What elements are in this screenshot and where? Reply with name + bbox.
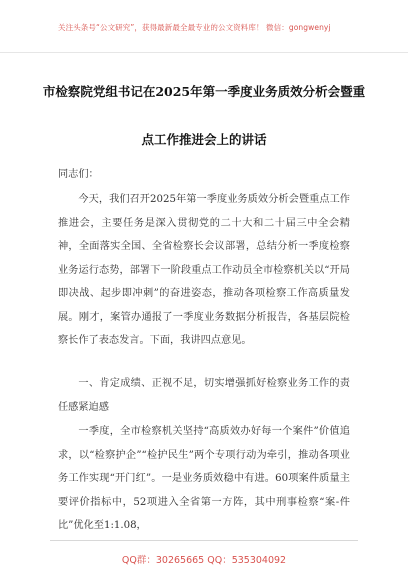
greeting: 同志们： bbox=[58, 169, 99, 180]
footer bbox=[0, 540, 408, 580]
footer-divider bbox=[50, 540, 358, 541]
document-title-line1: 市检察院党组书记在2025年第一季度业务质效分析会暨重 bbox=[42, 84, 366, 99]
section-heading-1: 一、肯定成绩、正视不足，切实增强抓好检察业务工作的责任感紧迫感 bbox=[58, 378, 350, 413]
banner-text: 关注头条号“公文研究”，获得最新最全最专业的公文资料库！ 微信：gongwenyj bbox=[58, 23, 331, 32]
footer-contact: QQ群：30265665 QQ：535304092 bbox=[121, 555, 287, 566]
document-title-line2: 点工作推进会上的讲话 bbox=[141, 132, 267, 147]
header-banner bbox=[0, 0, 408, 53]
body-paragraph-intro: 今天，我们召开2025年第一季度业务质效分析会暨重点工作推进会，主要任务是深入贯彻党的二十大和二十届三中全会精神，全面落实全国、全省检察长会议部署，总结分析一季度检察业务运行态势，部署下一阶段重点工作动员全市检察机关以“开局即决战、起步即冲刺”的奋进姿态，推动各项检察工作高质量发展。刚才，案管办通报了一季度业务数据分析报告，各基层院检察长作了表态发言。下面，我讲四点意见。 bbox=[58, 194, 350, 346]
body-paragraph-achievements: 一季度，全市检察机关坚持“高质效办好每一个案件”价值追求，以“检察护企”“检护民生”两个专项行动为牵引，推动各项业务工作实现“开门红”。一是业务质效稳中有进。60项案件质量主要评价指标中，52项进入全省第一方阵，其中刑事检察“案-件比”优化至1:1.08， bbox=[58, 426, 350, 531]
